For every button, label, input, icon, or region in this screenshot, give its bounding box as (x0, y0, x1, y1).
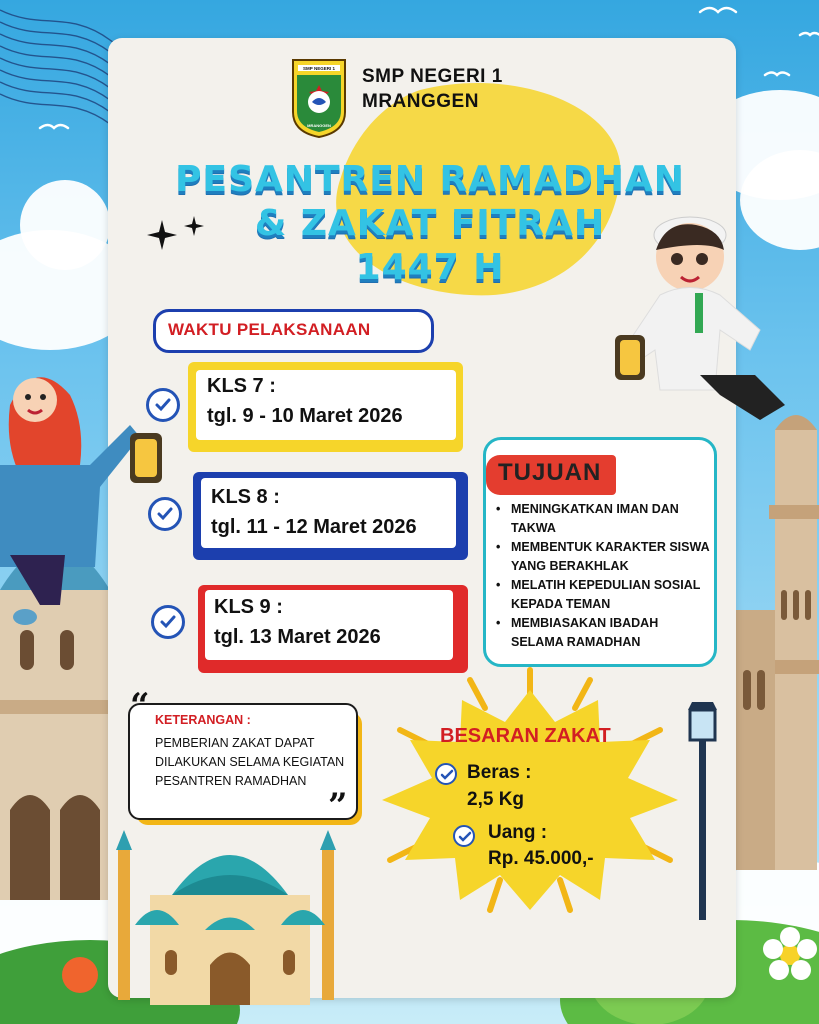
check-circle-icon (453, 825, 475, 847)
beras-value: 2,5 Kg (467, 789, 525, 810)
zakat-heading: BESARAN ZAKAT (440, 725, 611, 747)
check-circle-icon (435, 763, 457, 785)
kls9-text (214, 592, 381, 652)
title-line2: & ZAKAT FITRAH (254, 203, 606, 244)
schedule-heading: WAKTU PELAKSANAAN (168, 320, 371, 339)
kls9-class: KLS 9 : (214, 596, 283, 618)
logo-bottom-text: MRANGGEN (307, 123, 331, 128)
check-circle-icon (146, 388, 180, 422)
list-item: • MEMBIASAKAN IBADAH SELAMA RAMADHAN (493, 614, 713, 652)
list-item: • MELATIH KEPEDULIAN SOSIAL KEPADA TEMAN (493, 576, 713, 614)
close-quote-icon: ” (328, 786, 348, 826)
school-name (362, 64, 503, 114)
tujuan-heading: TUJUAN (498, 459, 602, 486)
minaret-illustration (735, 410, 819, 870)
school-name-line1: SMP NEGERI 1 (362, 66, 503, 87)
school-name-line2: MRANGGEN (362, 91, 479, 112)
beras-label: Beras : (467, 762, 532, 783)
school-logo (290, 57, 348, 139)
uang-value: Rp. 45.000,- (488, 848, 594, 869)
mosque-illustration (110, 820, 350, 1005)
boy-character-illustration (605, 205, 819, 420)
kls8-text (211, 482, 417, 542)
kls7-date: tgl. 9 - 10 Maret 2026 (207, 405, 403, 427)
kls7-class: KLS 7 : (207, 375, 276, 397)
note-body: PEMBERIAN ZAKAT DAPAT DILAKUKAN SELAMA KEGIATAN PESANTREN RAMADHAN (155, 736, 345, 788)
list-item: • MENINGKATKAN IMAN DAN TAKWA (493, 500, 713, 538)
title-line1: PESANTREN RAMADHAN (175, 159, 685, 200)
note-heading: KETERANGAN : (155, 713, 251, 727)
kls7-text (207, 371, 403, 431)
title-line3: 1447 H (355, 247, 505, 288)
check-circle-icon (148, 497, 182, 531)
uang-label: Uang : (488, 822, 548, 843)
list-item: • MEMBENTUK KARAKTER SISWA YANG BERAKHLAK (493, 538, 713, 576)
kls8-date: tgl. 11 - 12 Maret 2026 (211, 516, 417, 538)
sparkle-icon (146, 212, 216, 262)
kls8-class: KLS 8 : (211, 486, 280, 508)
check-circle-icon (151, 605, 185, 639)
logo-text: SMP NEGERI 1 (303, 66, 335, 71)
starburst-shape (360, 660, 700, 920)
open-quote-icon: “ (130, 686, 150, 726)
tujuan-list (493, 500, 713, 652)
kls9-date: tgl. 13 Maret 2026 (214, 626, 381, 648)
